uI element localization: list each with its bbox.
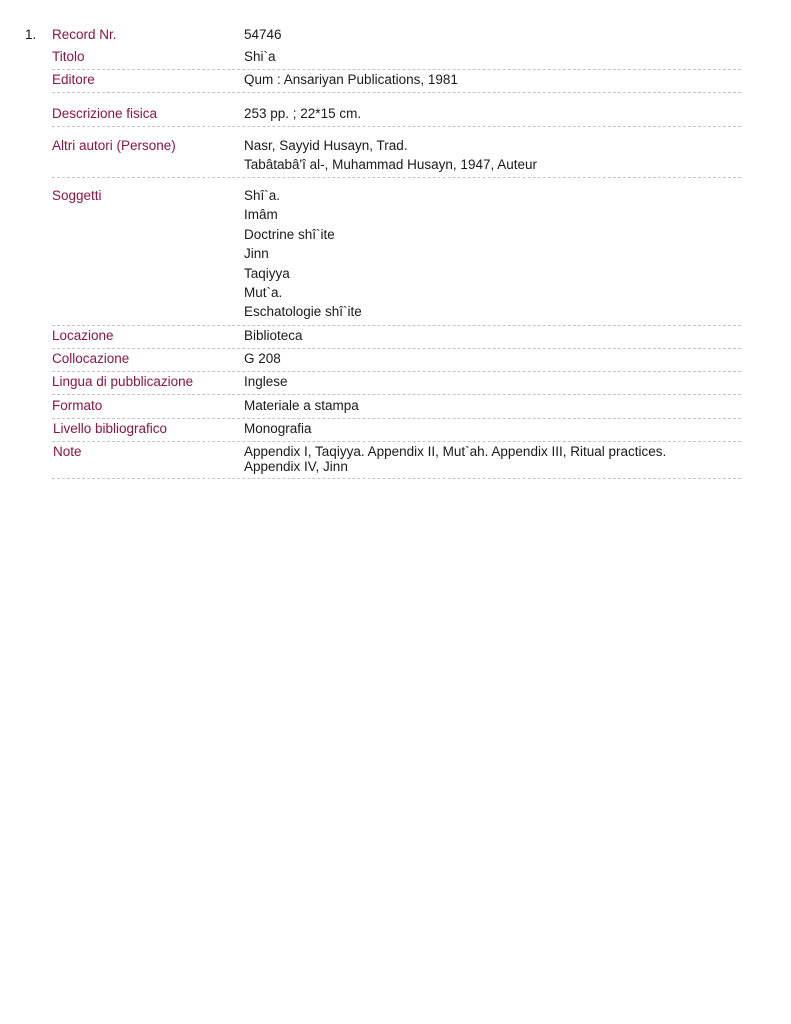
field-lingua: [52, 374, 741, 395]
field-value: Nasr, Sayyid Husayn, Trad.: [244, 138, 408, 153]
field-value: 54746: [244, 27, 282, 42]
field-value: Shi`a: [244, 49, 276, 64]
subject-item: Shî`a.: [244, 188, 281, 203]
field-label: Locazione: [52, 328, 114, 343]
field-values: [244, 398, 724, 414]
field-value: Monografia: [244, 421, 312, 436]
field-values: [244, 27, 724, 43]
field-collocazione: [52, 351, 741, 372]
field-label: Lingua di pubblicazione: [52, 374, 194, 389]
field-label: Formato: [52, 398, 103, 413]
field-label: Soggetti: [52, 188, 102, 203]
subject-item: Doctrine shî`ite: [244, 226, 335, 242]
field-value: G 208: [244, 351, 281, 366]
field-titolo: [52, 49, 741, 70]
field-record-nr: [52, 27, 741, 47]
field-locazione: [52, 328, 741, 349]
field-values: [244, 374, 724, 390]
field-label: Editore: [52, 72, 95, 87]
field-values: [244, 49, 724, 65]
field-soggetti: [52, 188, 741, 326]
field-note: [52, 444, 741, 479]
record-index: 1.: [25, 27, 37, 42]
field-formato: [52, 398, 741, 419]
subject-item: Eschatologie shî`ite: [244, 304, 362, 320]
field-values: [244, 188, 724, 324]
field-label: Collocazione: [52, 351, 130, 366]
field-label: Record Nr.: [52, 27, 117, 42]
field-value: Materiale a stampa: [244, 398, 359, 413]
field-value: Tabâtabâ'î al-, Muhammad Husayn, 1947, Auteur: [244, 157, 537, 173]
field-label: Descrizione fisica: [52, 106, 158, 121]
field-values: [244, 138, 724, 177]
field-descrizione-fisica: [52, 106, 741, 127]
field-values: [244, 72, 724, 88]
field-value: 253 pp. ; 22*15 cm.: [244, 106, 362, 121]
field-editore: [52, 72, 741, 93]
field-values: [244, 444, 714, 474]
field-value: Appendix I, Taqiyya. Appendix II, Mut`ah. Appendix III, Ritual practices. Appendix IV, Jinn: [244, 444, 667, 474]
subject-item: Mut`a.: [244, 284, 283, 300]
field-values: [244, 328, 724, 344]
field-value: Inglese: [244, 374, 288, 389]
field-value: Biblioteca: [244, 328, 303, 343]
subject-item: Jinn: [244, 246, 269, 262]
field-livello: [52, 421, 741, 442]
field-label: Altri autori (Persone): [52, 138, 176, 153]
field-label: Livello bibliografico: [53, 421, 168, 436]
field-value: Qum : Ansariyan Publications, 1981: [244, 72, 458, 87]
field-values: [244, 421, 724, 437]
field-label: Note: [53, 444, 82, 459]
field-altri-autori: [52, 138, 741, 178]
subject-item: Taqiyya: [244, 265, 290, 281]
subject-item: Imâm: [244, 207, 278, 223]
field-values: [244, 106, 724, 122]
field-label: Titolo: [52, 49, 85, 64]
field-values: [244, 351, 724, 367]
